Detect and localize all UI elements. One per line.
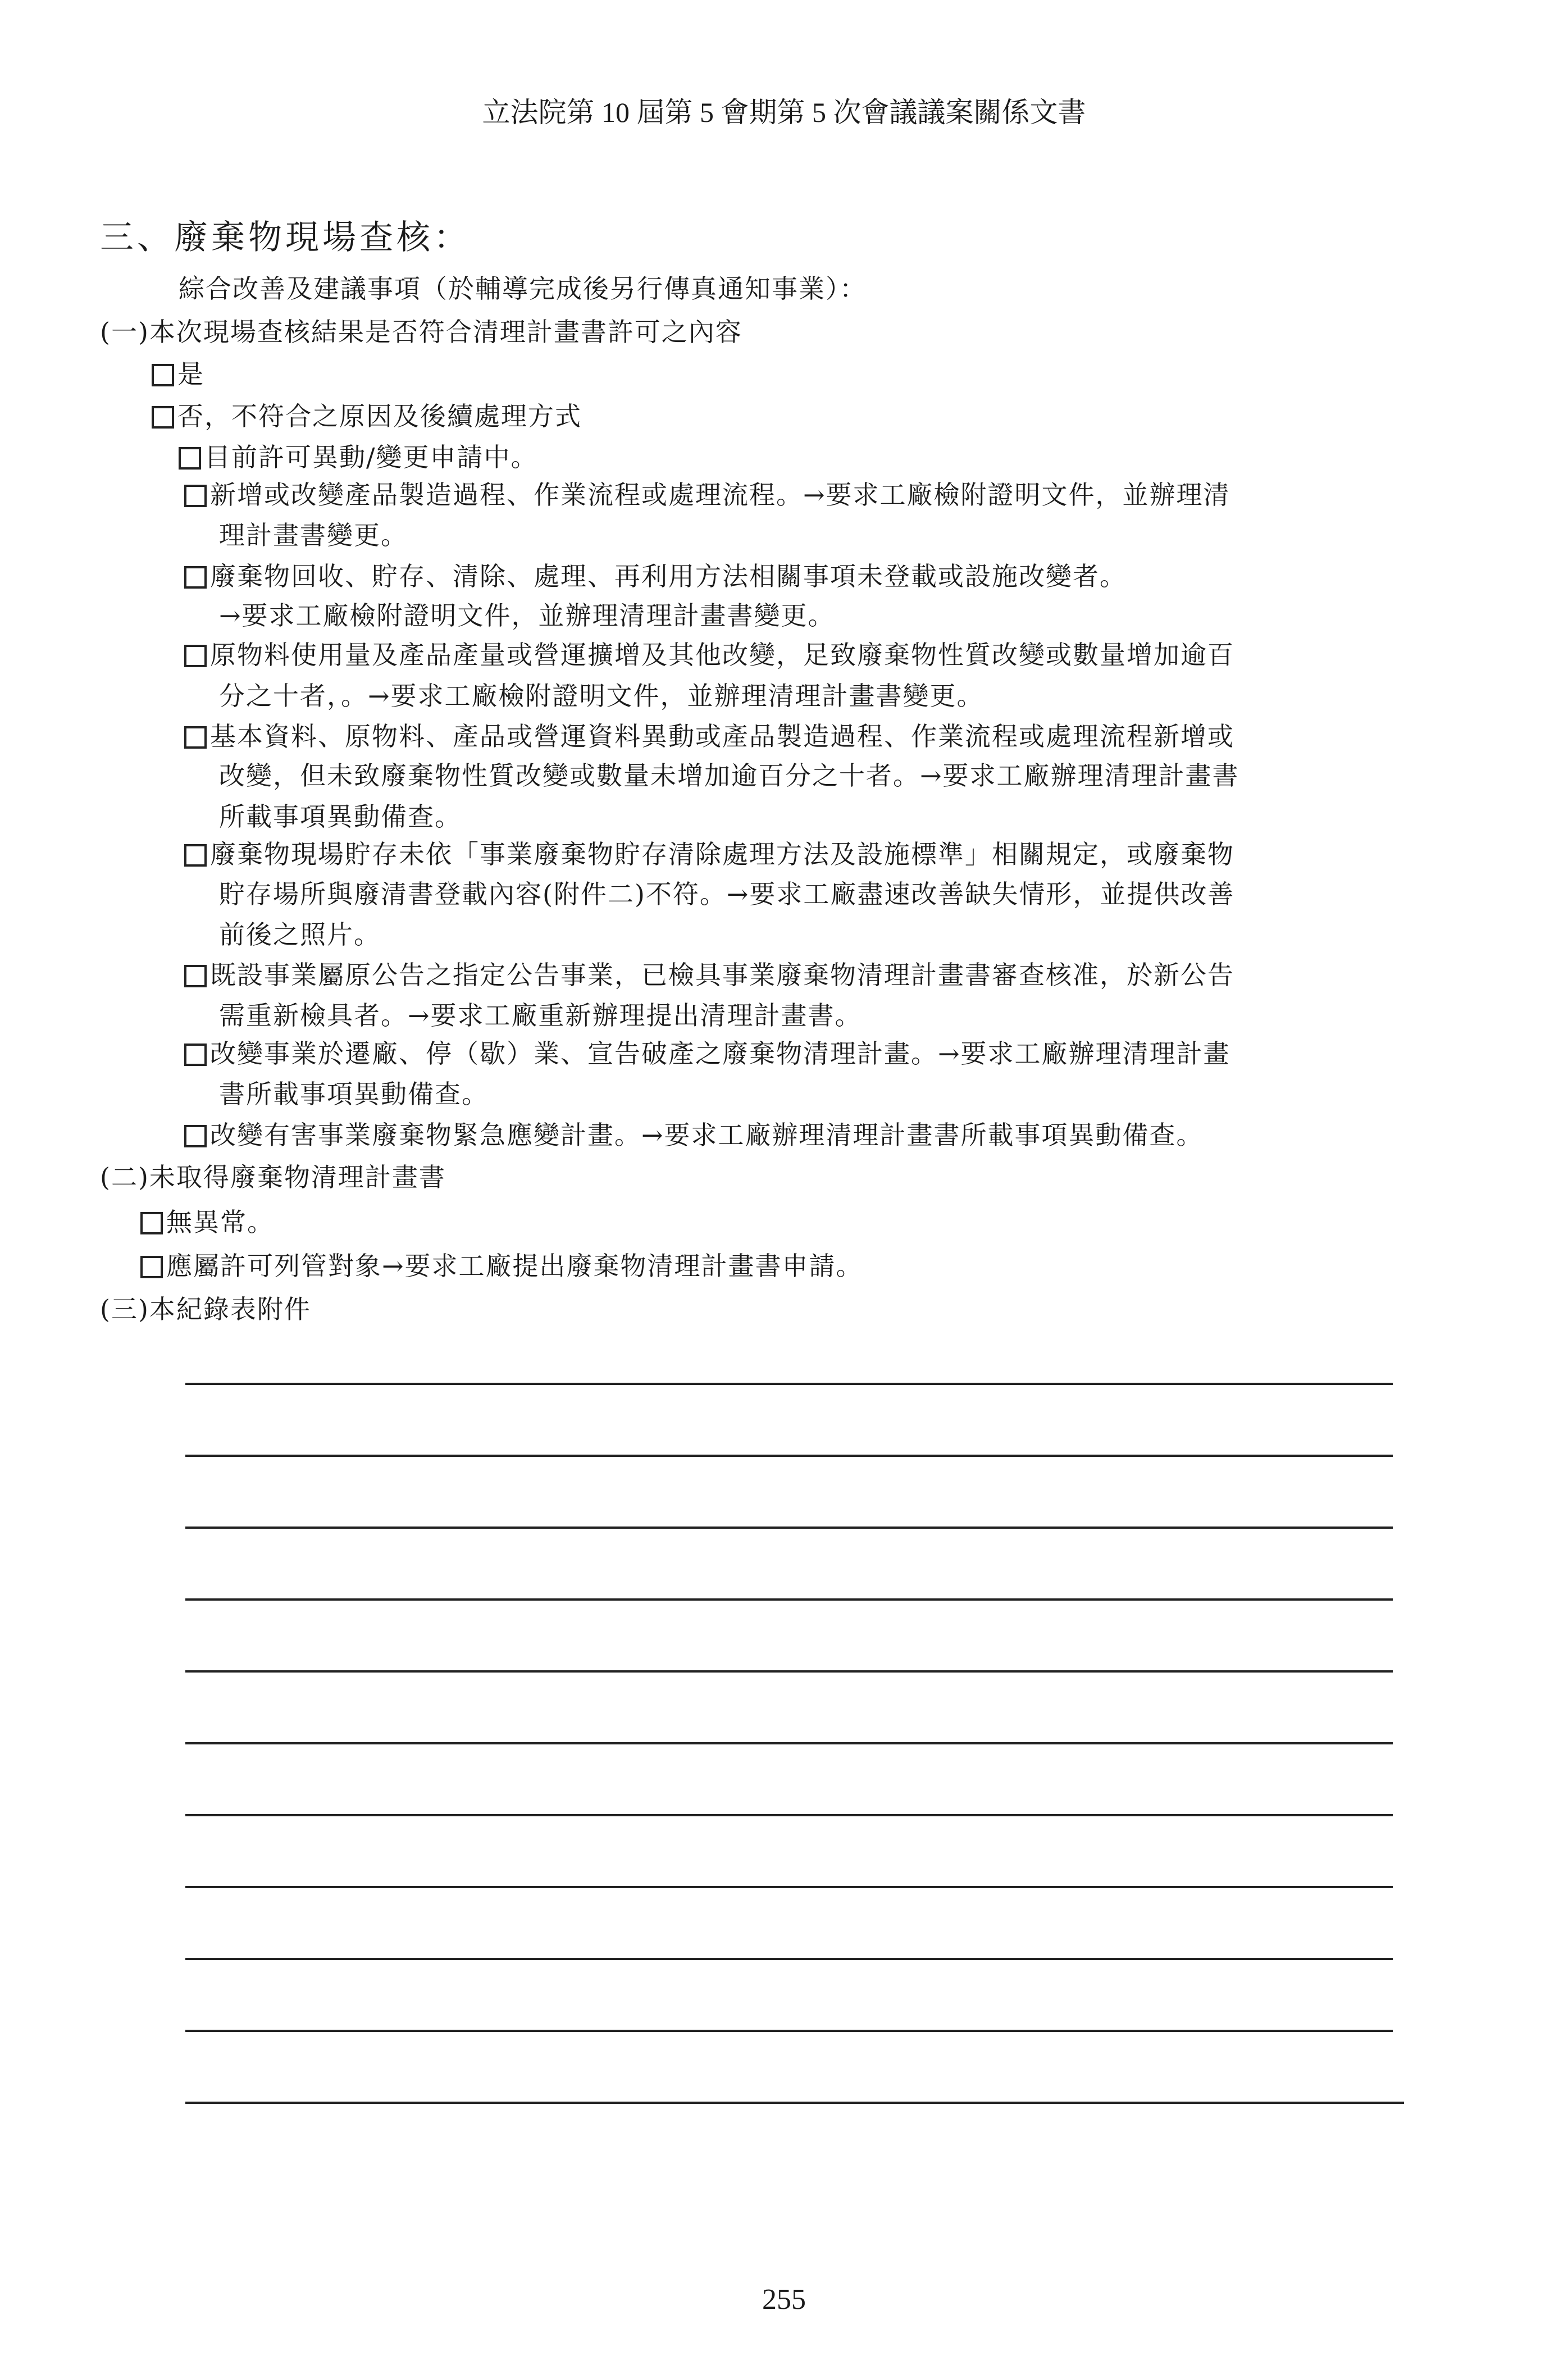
blank-line[interactable]: [185, 1742, 1393, 1744]
reason-checkbox[interactable]: [184, 566, 207, 589]
q1-no-option[interactable]: [152, 396, 582, 433]
reason-line: 書所載事項異動備查。: [219, 1079, 489, 1109]
reason-line: 所載事項異動備查。: [219, 801, 462, 832]
reason-line: 理計畫書變更。: [219, 520, 408, 550]
blank-line[interactable]: [185, 1383, 1393, 1385]
blank-line[interactable]: [185, 1814, 1393, 1816]
reason-checkbox[interactable]: [184, 1125, 207, 1147]
q2-permit-checkbox[interactable]: [140, 1256, 163, 1278]
reason-item[interactable]: 基本資料、原物料、產品或營運資料異動或產品製造過程、作業流程或處理流程新增或: [184, 716, 1234, 753]
reason-checkbox[interactable]: [184, 965, 207, 987]
page-number: 255: [762, 2284, 806, 2316]
reason-item[interactable]: 目前許可異動/變更申請中。: [179, 437, 538, 474]
reason-line: 需重新檢具者。→要求工廠重新辦理提出清理計畫書。: [219, 1000, 862, 1031]
blank-line[interactable]: [185, 2102, 1404, 2104]
section-title: 三、廢棄物現場查核：: [100, 218, 471, 257]
reason-item[interactable]: 既設事業屬原公告之指定公告事業，已檢具事業廢棄物清理計畫書審查核准，於新公告: [184, 955, 1234, 992]
reason-item[interactable]: 改變事業於遷廠、停（歇）業、宣告破產之廢棄物清理計畫。→要求工廠辦理清理計畫: [184, 1033, 1230, 1070]
q2-normal-checkbox[interactable]: [140, 1212, 163, 1234]
blank-line[interactable]: [185, 1598, 1393, 1601]
reason-item[interactable]: 新增或改變產品製造過程、作業流程或處理流程。→要求工廠檢附證明文件，並辦理清: [184, 475, 1230, 512]
q2-label: (二)未取得廢棄物清理計畫書: [100, 1162, 446, 1192]
reason-line: →要求工廠檢附證明文件，並辦理清理計畫書變更。: [219, 600, 835, 631]
blank-line[interactable]: [185, 1886, 1393, 1888]
reason-line: 前後之照片。: [219, 919, 381, 950]
reason-checkbox[interactable]: [184, 726, 207, 749]
reason-item[interactable]: 廢棄物現場貯存未依「事業廢棄物貯存清除處理方法及設施標準」相關規定，或廢棄物: [184, 834, 1234, 871]
reason-checkbox[interactable]: [184, 645, 207, 667]
q1-yes-label: 是: [177, 359, 204, 389]
blank-line[interactable]: [185, 1958, 1393, 1960]
reason-checkbox[interactable]: [184, 844, 207, 867]
q1-label: (一)本次現場查核結果是否符合清理計畫書許可之內容: [100, 317, 742, 347]
q1-no-label: 否，不符合之原因及後續處理方式: [177, 401, 582, 431]
q1-yes-checkbox[interactable]: [152, 364, 174, 386]
blank-line[interactable]: [185, 1455, 1393, 1457]
reason-item[interactable]: 原物料使用量及產品產量或營運擴增及其他改變，足致廢棄物性質改變或數量增加逾百: [184, 635, 1234, 672]
page-header: 立法院第 10 屆第 5 會期第 5 次會議議案關係文書: [482, 97, 1086, 128]
reason-line: 改變，但未致廢棄物性質改變或數量未增加逾百分之十者。→要求工廠辦理清理計畫書: [219, 760, 1239, 791]
q2-option-permit[interactable]: 應屬許可列管對象→要求工廠提出廢棄物清理計畫書申請。: [140, 1246, 863, 1283]
q1-no-checkbox[interactable]: [152, 406, 174, 429]
blank-line[interactable]: [185, 1527, 1393, 1529]
reason-checkbox[interactable]: [179, 447, 201, 470]
q1-yes-option[interactable]: [152, 354, 204, 391]
reason-item[interactable]: 廢棄物回收、貯存、清除、處理、再利用方法相關事項未登載或設施改變者。: [184, 556, 1127, 593]
q2-option-normal[interactable]: 無異常。: [140, 1202, 274, 1239]
q3-label: (三)本紀錄表附件: [100, 1294, 311, 1324]
blank-line[interactable]: [185, 2030, 1393, 2032]
reason-checkbox[interactable]: [184, 485, 207, 507]
blank-line[interactable]: [185, 1670, 1393, 1673]
reason-item[interactable]: 改變有害事業廢棄物緊急應變計畫。→要求工廠辦理清理計畫書所載事項異動備查。: [184, 1115, 1204, 1152]
reason-line: 貯存場所與廢清書登載內容(附件二)不符。→要求工廠盡速改善缺失情形，並提供改善: [219, 879, 1235, 909]
reason-checkbox[interactable]: [184, 1044, 207, 1066]
reason-line: 分之十者，。→要求工廠檢附證明文件，並辦理清理計畫書變更。: [219, 681, 984, 711]
intro-text: 綜合改善及建議事項（於輔導完成後另行傳真通知事業）：: [179, 274, 867, 304]
